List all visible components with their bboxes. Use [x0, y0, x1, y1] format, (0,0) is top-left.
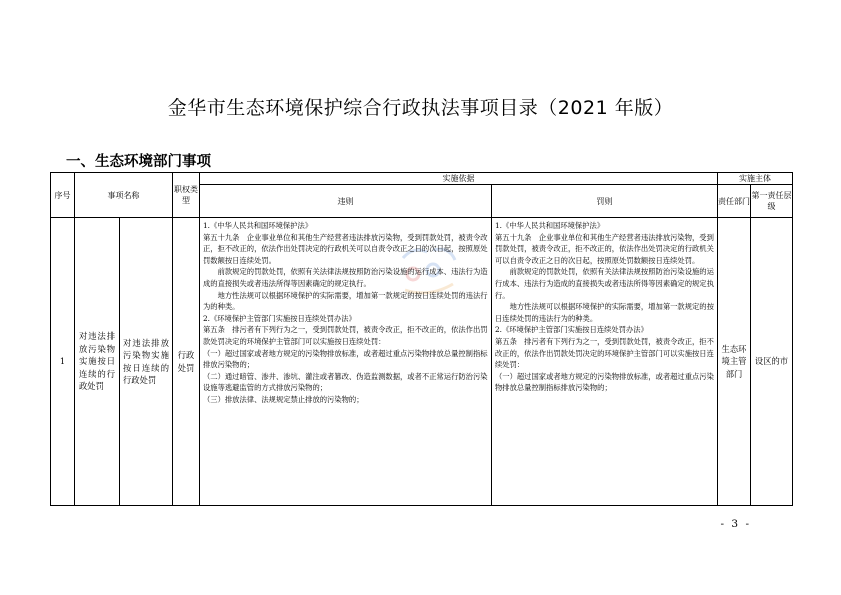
page-number: - 3 - [720, 518, 751, 530]
header-level: 第一责任层级 [751, 185, 793, 218]
row-item-main: 对违法排放污染物实施按日连续的行政处罚 [75, 218, 120, 506]
basis-paragraph: （一）超过国家或者地方规定的污染物排放标准，或者超过重点污染物排放总量控制指标排放污染物的； [203, 348, 488, 370]
header-subject: 实施主体 [718, 173, 793, 185]
penalty-text [495, 220, 714, 394]
basis-paragraph: 1.《中华人民共和国环境保护法》 [203, 221, 313, 230]
section-heading: 一、生态环境部门事项 [66, 154, 211, 170]
row-power-type: 行政处罚 [173, 218, 200, 506]
header-basis: 实施依据 [200, 173, 718, 185]
header-penalty: 罚则 [492, 185, 718, 218]
violation-text [203, 220, 488, 406]
enforcement-items-table [50, 172, 793, 506]
basis-paragraph: 前款规定的罚款处罚，依照有关法律法规按照防治污染设施的运行成本、违法行为造成的直接损失或者违法所得等因素确定的规定执行。 [495, 267, 714, 300]
row-dept: 生态环境主管部门 [718, 218, 751, 506]
basis-paragraph: 第五十九条 企业事业单位和其他生产经营者违法排放污染物，受到罚款处罚，被责令改正，拒不改正的，依法作出处罚决定的行政机关可以自责令改正之日的次日起，按照原处罚数额按日连续处罚。 [495, 232, 714, 265]
row-seq: 1 [51, 218, 75, 506]
basis-paragraph: 第五条 排污者有下列行为之一，受到罚款处罚，被责令改正，拒不改正的，依法作出罚款处罚决定的环境保护主管部门可以实施按日连续处罚： [495, 336, 714, 370]
row-violation-basis [200, 218, 492, 506]
document-title: 金华市生态环境保护综合行政执法事项目录（2021 年版） [167, 97, 674, 119]
row-level: 设区的市 [751, 218, 793, 506]
basis-paragraph: （三）排放法律、法规规定禁止排放的污染物的； [203, 394, 364, 404]
basis-paragraph: 地方性法规可以根据环境保护的实际需要，增加第一款规定的按日连续处罚的违法行为的种类。 [203, 290, 488, 312]
basis-paragraph: 2.《环境保护主管部门实施按日连续处罚办法》 [495, 325, 648, 335]
basis-paragraph: （一）超过国家或者地方规定的污染物排放标准，或者超过重点污染物排放总量控制指标排放污染物的； [495, 371, 714, 393]
basis-paragraph: 前款规定的罚款处罚，依照有关法律法规按照防治污染设施的运行成本、违法行为造成的直接损失或者违法所得等因素确定的规定执行。 [203, 267, 488, 288]
basis-paragraph: 第五十九条 企业事业单位和其他生产经营者违法排放污染物，受到罚款处罚，被责令改正，拒不改正的，依法作出处罚决定的行政机关可以自责令改正之日的次日起，按照原处罚数额按日连续处罚。 [203, 232, 488, 265]
header-seq: 序号 [51, 173, 75, 218]
header-power-type: 职权类型 [173, 173, 200, 218]
basis-paragraph: 地方性法规可以根据环境保护的实际需要，增加第一款规定的按日连续处罚的违法行为的种类。 [495, 302, 714, 323]
basis-paragraph: 第五条 排污者有下列行为之一，受到罚款处罚，被责令改正，拒不改正的，依法作出罚款处罚决定的环境保护主管部门可以实施按日连续处罚： [203, 325, 488, 346]
header-item-name: 事项名称 [75, 173, 173, 218]
basis-paragraph: （二）通过暗管、渗井、渗坑、灌注或者篡改、伪造监测数据，或者不正常运行防治污染设施等逃避监管的方式排放污染物的； [203, 371, 488, 393]
header-violation: 违则 [200, 185, 492, 218]
row-penalty-basis [492, 218, 718, 506]
basis-paragraph: 1.《中华人民共和国环境保护法》 [495, 221, 605, 230]
row-item-sub: 对违法排放污染物实施按日连续的行政处罚 [120, 218, 173, 506]
basis-paragraph: 2.《环境保护主管部门实施按日连续处罚办法》 [203, 313, 356, 323]
header-dept: 责任部门 [718, 185, 751, 218]
